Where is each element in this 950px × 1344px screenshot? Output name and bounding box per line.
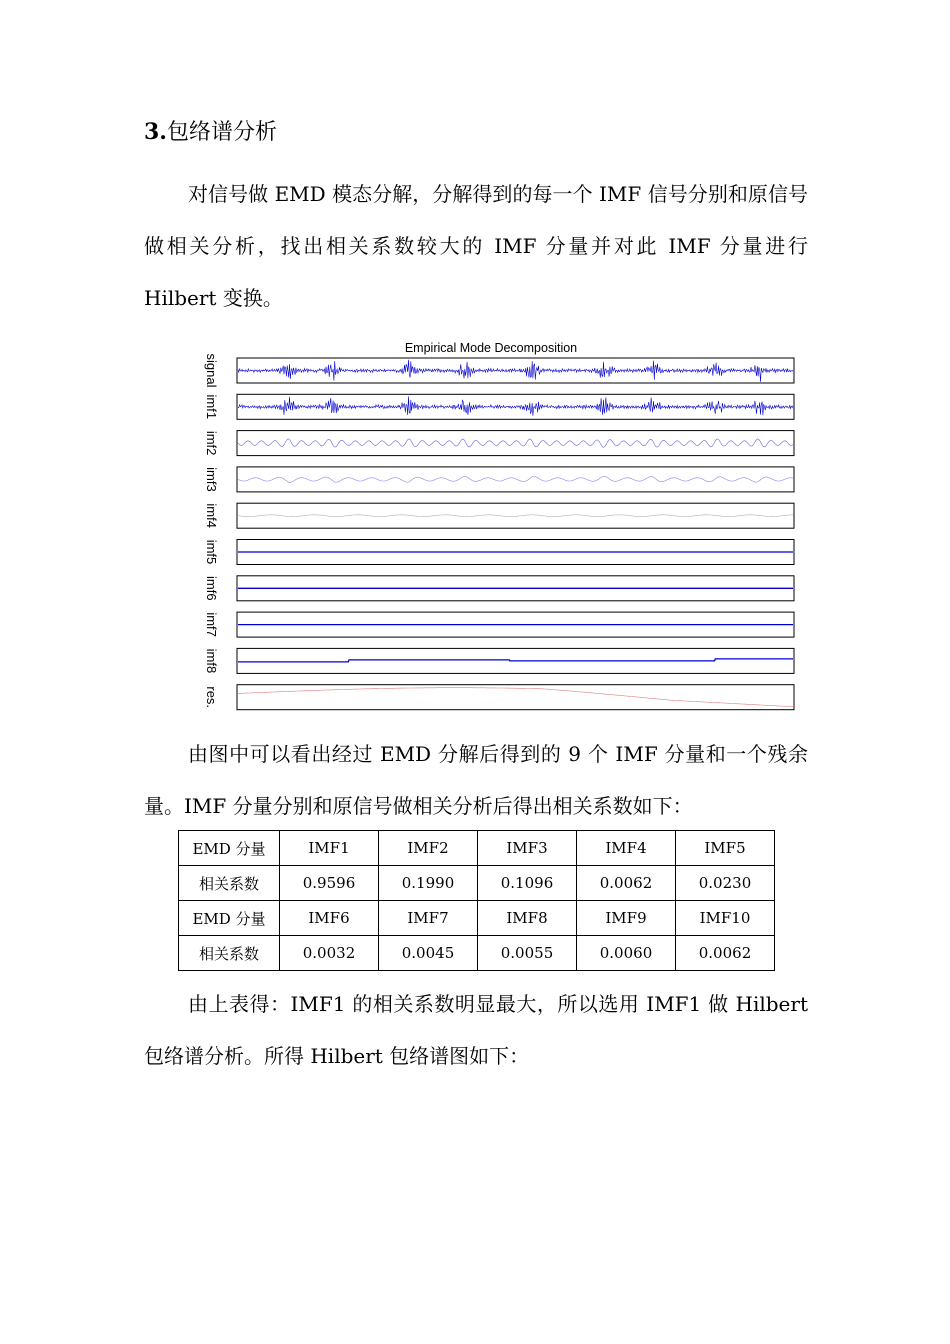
table-cell: 0.0062 (676, 936, 775, 971)
table-cell: IMF5 (676, 831, 775, 866)
panel-label: signal (204, 353, 219, 388)
table-cell: IMF1 (280, 831, 379, 866)
table-cell: IMF10 (676, 901, 775, 936)
panel-label: imf2 (204, 430, 219, 456)
panel-label: imf8 (204, 648, 219, 674)
intro-paragraph: 对信号做 EMD 模态分解，分解得到的每一个 IMF 信号分别和原信号做相关分析，找出相关系数较大的 IMF 分量并对此 IMF 分量进行 Hilbert 变换。 (144, 182, 808, 310)
table-cell: 0.9596 (280, 866, 379, 901)
table-cell: IMF4 (577, 831, 676, 866)
panel-label: imf3 (204, 467, 219, 492)
table-cell: 0.0045 (379, 936, 478, 971)
table-row (179, 831, 775, 866)
panel-label: imf4 (204, 503, 219, 528)
table-cell: 0.0032 (280, 936, 379, 971)
emd-figure (190, 336, 810, 721)
panel-frame (237, 431, 794, 456)
section-title: 包络谱分析 (166, 120, 277, 145)
after-table-paragraph: 由上表得：IMF1 的相关系数明显最大，所以选用 IMF1 做 Hilbert 包络谱分析。所得 Hilbert 包络谱图如下： (144, 992, 808, 1068)
row-header-cell: 相关系数 (179, 936, 280, 971)
table-row (179, 901, 775, 936)
table-row (179, 866, 775, 901)
table-cell: 0.0062 (577, 866, 676, 901)
correlation-table (178, 830, 775, 971)
table-cell: 0.0230 (676, 866, 775, 901)
series-line-imf2 (238, 439, 793, 447)
row-header-cell: 相关系数 (179, 866, 280, 901)
table-cell: IMF6 (280, 901, 379, 936)
panel-frame (237, 467, 794, 492)
after-figure-paragraph: 由图中可以看出经过 EMD 分解后得到的 9 个 IMF 分量和一个残余量。IMF 分量分别和原信号做相关分析后得出相关系数如下： (144, 742, 808, 818)
series-line-imf8 (238, 659, 793, 662)
series-line-imf4 (238, 515, 793, 517)
table-cell: IMF7 (379, 901, 478, 936)
table-cell: 0.0055 (478, 936, 577, 971)
series-line-res (238, 688, 793, 707)
section-heading (144, 114, 277, 151)
table-cell: IMF3 (478, 831, 577, 866)
table-cell: IMF9 (577, 901, 676, 936)
panel-label: imf5 (204, 539, 219, 565)
emd-chart (190, 336, 810, 721)
series-line-imf3 (238, 476, 793, 482)
table-cell: IMF2 (379, 831, 478, 866)
table-cell: 0.1990 (379, 866, 478, 901)
chart-title: Empirical Mode Decomposition (404, 341, 578, 355)
table-cell: 0.1096 (478, 866, 577, 901)
panel-label: res. (204, 686, 219, 709)
table-cell: IMF8 (478, 901, 577, 936)
panel-frame (237, 503, 794, 528)
series-line-imf1 (238, 396, 793, 415)
table-row (179, 936, 775, 971)
section-number: 3. (144, 119, 167, 145)
panel-label: imf6 (204, 576, 219, 601)
row-header-cell: EMD 分量 (179, 901, 280, 936)
series-line-signal (238, 360, 793, 382)
table-cell: 0.0060 (577, 936, 676, 971)
row-header-cell: EMD 分量 (179, 831, 280, 866)
panel-label: imf1 (204, 394, 219, 420)
panel-label: imf7 (204, 612, 219, 637)
